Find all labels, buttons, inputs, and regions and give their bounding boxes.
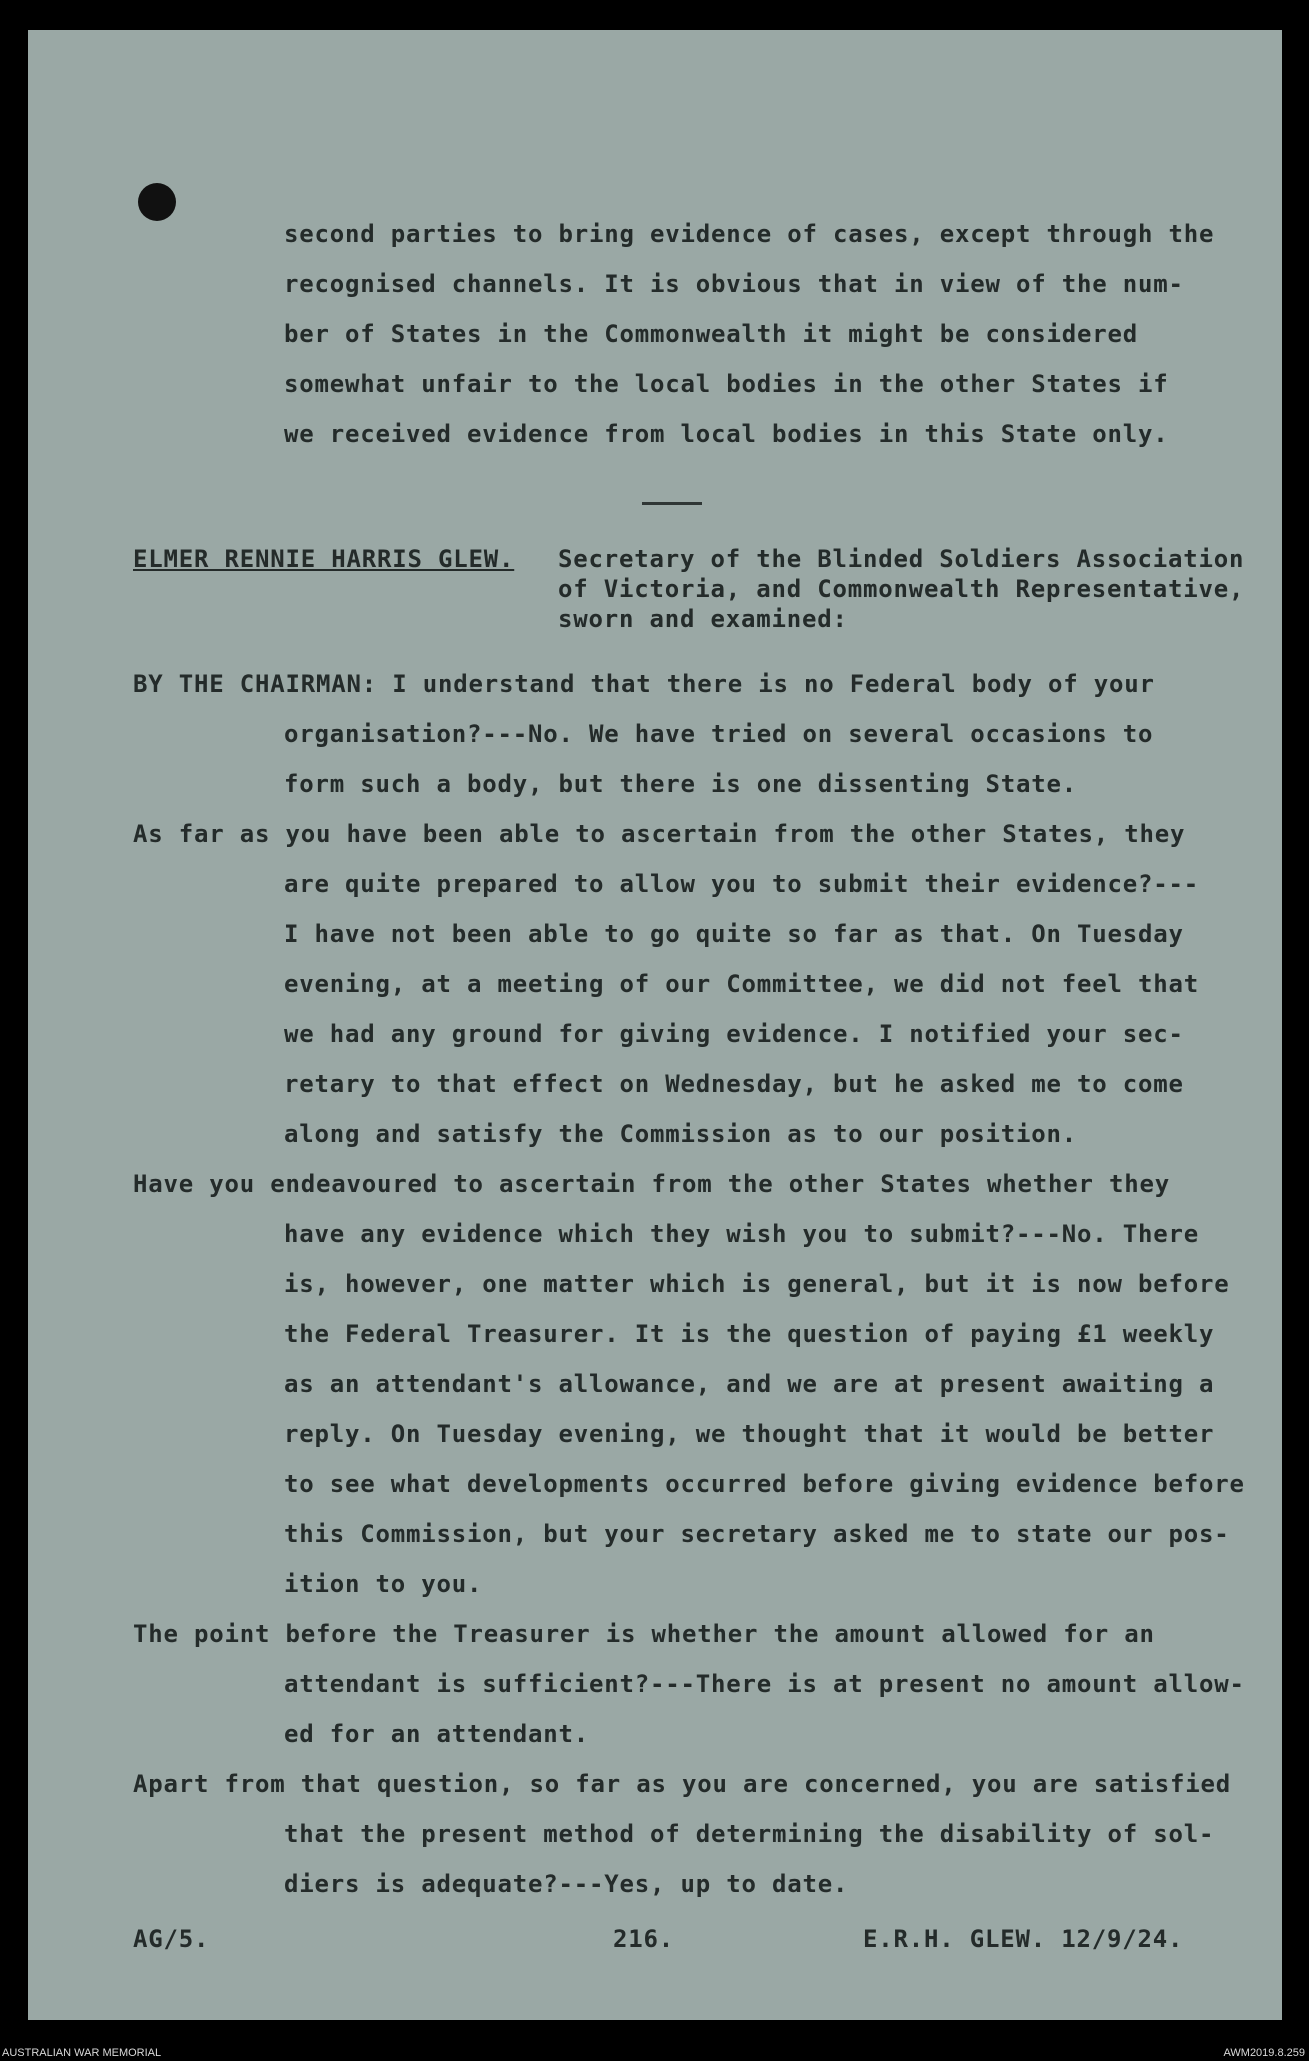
qa-line: the Federal Treasurer. It is the question of paying £1 weekly bbox=[284, 1320, 1215, 1348]
qa-line: as an attendant's allowance, and we are at present awaiting a bbox=[284, 1370, 1215, 1398]
intro-line: somewhat unfair to the local bodies in the other States if bbox=[284, 370, 1169, 398]
qa-line: ed for an attendant. bbox=[284, 1720, 589, 1748]
qa-line: I have not been able to go quite so far as that. On Tuesday bbox=[284, 920, 1184, 948]
witness-title-line: sworn and examined: bbox=[558, 605, 848, 633]
archive-footer bbox=[0, 2020, 1309, 2061]
qa-line: Apart from that question, so far as you are concerned, you are satisfied bbox=[133, 1770, 1231, 1798]
witness-title-line: of Victoria, and Commonwealth Representative, bbox=[558, 575, 1245, 603]
intro-line: we received evidence from local bodies in this State only. bbox=[284, 420, 1169, 448]
qa-line: have any evidence which they wish you to submit?---No. There bbox=[284, 1220, 1199, 1248]
qa-line: evening, at a meeting of our Committee, we did not feel that bbox=[284, 970, 1199, 998]
qa-line: are quite prepared to allow you to submit their evidence?--- bbox=[284, 870, 1199, 898]
qa-line: form such a body, but there is one dissenting State. bbox=[284, 770, 1077, 798]
intro-line: second parties to bring evidence of cases, except through the bbox=[284, 220, 1215, 248]
qa-line: we had any ground for giving evidence. I notified your sec- bbox=[284, 1020, 1184, 1048]
archive-id: AWM2019.8.259 bbox=[1223, 2047, 1305, 2059]
qa-line: that the present method of determining the disability of sol- bbox=[284, 1820, 1215, 1848]
witness-title-line: Secretary of the Blinded Soldiers Association bbox=[558, 545, 1245, 573]
qa-line: diers is adequate?---Yes, up to date. bbox=[284, 1870, 849, 1898]
qa-line: attendant is sufficient?---There is at present no amount allow- bbox=[284, 1670, 1245, 1698]
qa-line: The point before the Treasurer is whether the amount allowed for an bbox=[133, 1620, 1155, 1648]
intro-line: ber of States in the Commonwealth it might be considered bbox=[284, 320, 1138, 348]
qa-line: along and satisfy the Commission as to our position. bbox=[284, 1120, 1077, 1148]
qa-line: this Commission, but your secretary asked me to state our pos- bbox=[284, 1520, 1230, 1548]
footer-page-number: 216. bbox=[613, 1925, 674, 1953]
archive-name: AUSTRALIAN WAR MEMORIAL bbox=[2, 2047, 162, 2059]
qa-line: organisation?---No. We have tried on several occasions to bbox=[284, 720, 1154, 748]
document-page bbox=[28, 30, 1282, 2020]
punch-hole bbox=[138, 183, 176, 221]
qa-line: Have you endeavoured to ascertain from the other States whether they bbox=[133, 1170, 1170, 1198]
qa-line: BY THE CHAIRMAN: I understand that there is no Federal body of your bbox=[133, 670, 1155, 698]
qa-line: ition to you. bbox=[284, 1570, 483, 1598]
qa-line: to see what developments occurred before giving evidence before bbox=[284, 1470, 1245, 1498]
qa-line: reply. On Tuesday evening, we thought that it would be better bbox=[284, 1420, 1215, 1448]
qa-line: As far as you have been able to ascertain from the other States, they bbox=[133, 820, 1186, 848]
qa-line: retary to that effect on Wednesday, but he asked me to come bbox=[284, 1070, 1184, 1098]
intro-line: recognised channels. It is obvious that in view of the num- bbox=[284, 270, 1184, 298]
footer-initials-date: E.R.H. GLEW. 12/9/24. bbox=[863, 1925, 1184, 1953]
witness-name: ELMER RENNIE HARRIS GLEW. bbox=[133, 545, 515, 573]
qa-line: is, however, one matter which is general, but it is now before bbox=[284, 1270, 1230, 1298]
footer-ref: AG/5. bbox=[133, 1925, 210, 1953]
